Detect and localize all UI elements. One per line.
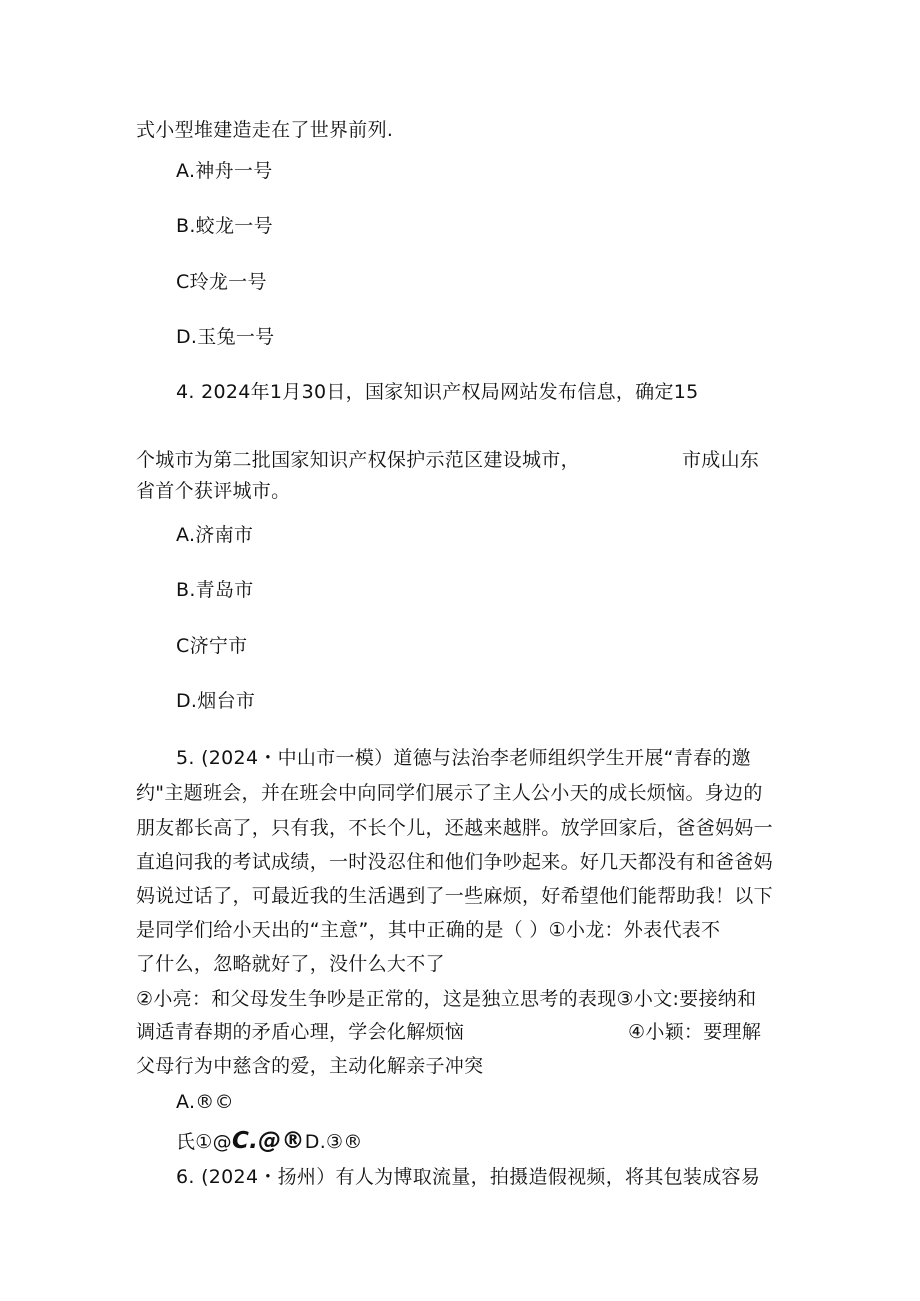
question-4-option-b: B.青岛市 bbox=[176, 579, 254, 601]
question-3-option-b: B.蛟龙一号 bbox=[176, 215, 273, 237]
question-5-line-9-right: ④小颖：要理解 bbox=[628, 1021, 762, 1043]
question-3-option-c: C玲龙一号 bbox=[176, 271, 267, 293]
question-4-option-c: C济宁市 bbox=[176, 635, 248, 657]
question-5-line-1: 5. (2024・中山市一模）道德与法治李老师组织学生开展“青春的邀 bbox=[176, 747, 751, 769]
question-5-option-b: 氏①@ bbox=[176, 1131, 232, 1153]
question-5-option-c: C.@® bbox=[231, 1128, 305, 1154]
question-4-line-3: 省首个获评城市。 bbox=[136, 480, 291, 502]
question-3-option-a: A.神舟一号 bbox=[176, 160, 273, 182]
question-5-line-10: 父母行为中慈含的爱，主动化解亲子冲突 bbox=[136, 1055, 484, 1077]
question-5-line-3: 朋友都长高了，只有我，不长个儿，还越来越胖。放学回家后，爸爸妈妈一 bbox=[136, 817, 773, 839]
question-5-line-7: 了什么，忽略就好了，没什么大不了 bbox=[136, 953, 445, 975]
question-5-line-9: 调适青春期的矛盾心理，学会化解烦恼 bbox=[136, 1021, 465, 1043]
question-4-line-2-right: 市成山东 bbox=[682, 449, 760, 471]
question-4-line-1: 4. 2024年1月30日，国家知识产权局网站发布信息，确定15 bbox=[176, 381, 699, 403]
question-3-stem-tail: 式小型堆建造走在了世界前列. bbox=[136, 119, 394, 141]
question-5-line-5: 妈说过话了，可最近我的生活遇到了一些麻烦，好希望他们能帮助我！以下 bbox=[136, 885, 773, 907]
question-5-line-2: 约"主题班会，并在班会中向同学们展示了主人公小天的成长烦恼。身边的 bbox=[136, 782, 763, 804]
question-5-option-a: A.®© bbox=[176, 1091, 234, 1113]
question-5-option-d: D.③® bbox=[304, 1131, 363, 1153]
question-4-option-d: D.烟台市 bbox=[176, 690, 256, 712]
question-6-line-1: 6. (2024・扬州）有人为博取流量，拍摄造假视频，将其包装成容易 bbox=[176, 1166, 761, 1188]
question-5-line-4: 直追问我的考试成绩，一时没忍住和他们争吵起来。好几天都没有和爸爸妈 bbox=[136, 851, 773, 873]
question-5-line-8: ②小亮：和父母发生争吵是正常的，这是独立思考的表现③小文:要接纳和 bbox=[136, 988, 757, 1010]
question-5-options-bcd bbox=[176, 1129, 363, 1154]
question-4-option-a: A.济南市 bbox=[176, 524, 254, 546]
question-4-line-2-left: 个城市为第二批国家知识产权保护示范区建设城市， bbox=[136, 449, 580, 471]
question-5-line-6: 是同学们给小天出的“主意”，其中正确的是（ ）①小龙：外表代表不 bbox=[136, 919, 721, 941]
question-3-option-d: D.玉兔一号 bbox=[176, 326, 275, 348]
